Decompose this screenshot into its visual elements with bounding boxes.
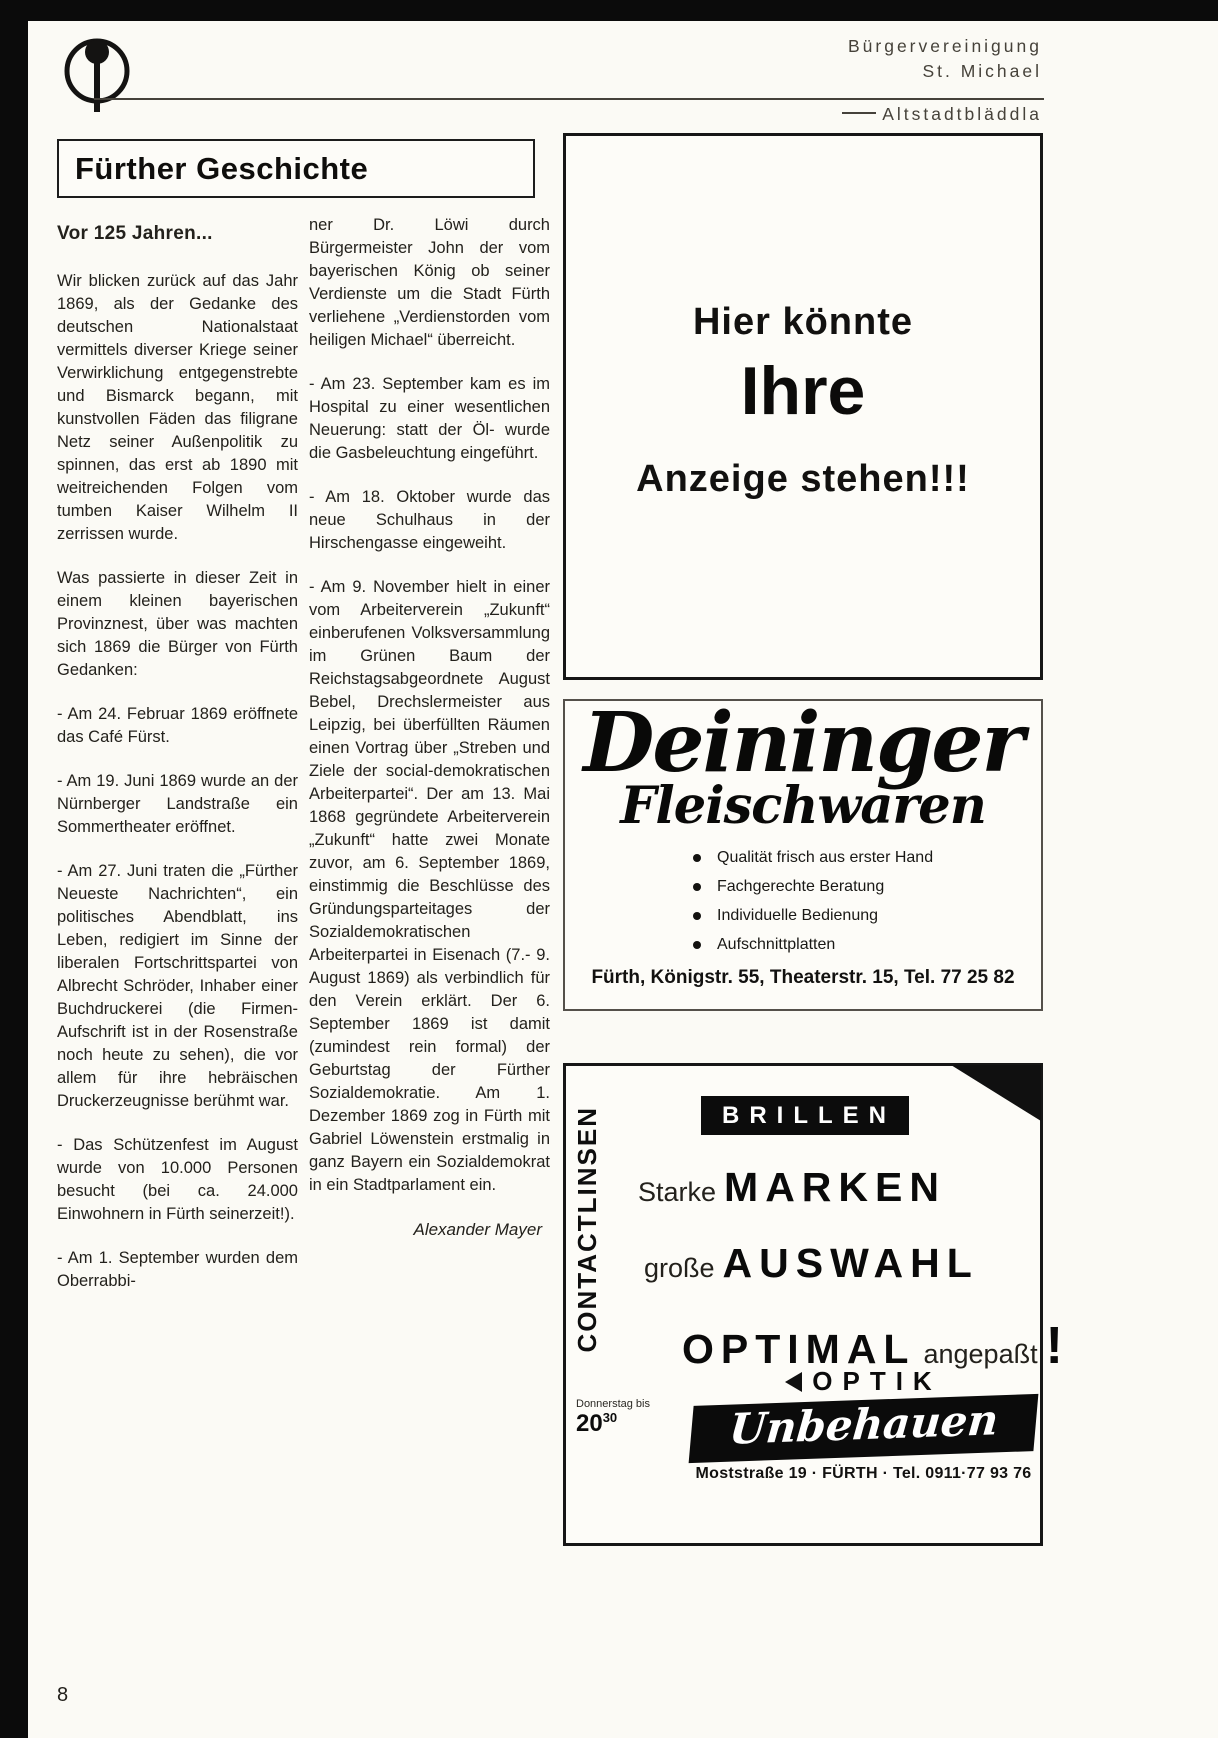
page-number: 8: [57, 1684, 69, 1706]
bullet-label: Aufschnittplatten: [717, 936, 836, 954]
ad-placeholder-line-1: Hier könnte: [692, 301, 914, 343]
hours-time: 20: [576, 1410, 603, 1437]
optik-row-auswahl: [644, 1240, 979, 1287]
article-heading: Vor 125 Jahren...: [57, 223, 213, 244]
article-paragraph: ner Dr. Löwi durch Bürgermeister John der vom bayerischen König ob seiner Verdienste um die Stadt Fürth verliehene „Verdienstorden vom heiligen Michael“ überreicht.: [309, 216, 550, 349]
scan-top-edge-bar: [0, 0, 1218, 21]
org-logo-icon: [56, 26, 138, 118]
masthead-org-name-2: St. Michael: [922, 61, 1042, 81]
article-column-1: [57, 222, 298, 1314]
bullet-icon: [693, 941, 701, 949]
optik-brand-top: [691, 1366, 1036, 1397]
list-item: [693, 931, 1041, 960]
optik-product: AUSWAHL: [722, 1240, 979, 1286]
ad-placeholder-box: [563, 133, 1043, 680]
masthead-publication-name: [842, 104, 1042, 125]
optik-qualifier: große: [644, 1253, 715, 1283]
list-item: [693, 873, 1041, 902]
section-title-box: [57, 139, 535, 198]
optik-row-marken: [638, 1164, 946, 1211]
article-paragraph: - Am 9. November hielt in einer vom Arbeiterverein „Zukunft“ einberufenen Volksversammlung im Grünen Baum der Reichstagsabgeordnete August Bebel, Drechslermeister aus Leipzig, bei überfüllten Räumen einen Vortrag über „Streben und Ziele der social-demokratischen Arbeiterpartei“. Der am 13. Mai 1868 gegründete Arbeiterverein „Zukunft“ hatte zwei Monate zuvor, am 6. September 1869, einstimmig die Beschlüsse des Gründungsparteitages der Sozialdemokratischen Arbeiterpartei in Eisenach (7.- 9. August 1869) als verbindlich für den Verein erklärt. Der 6. September 1869 ist damit (zumindest rein formal) der Geburtstag der Fürther Sozialdemokratie. Am 1. Dezember 1869 zog in Fürth mit Gabriel Löwenstein erstmalig in ganz Bayern ein Sozialdemokrat in ein Stadtparlament ein.: [309, 578, 550, 1194]
deininger-bullet-list: [693, 844, 1041, 960]
optik-qualifier: Starke: [638, 1177, 717, 1207]
bullet-icon: [693, 912, 701, 920]
article-paragraph: - Das Schützenfest im August wurde von 10.000 Personen besucht (bei ca. 24.000 Einwohnern in Fürth seinerzeit!).: [57, 1136, 298, 1223]
list-item: [693, 844, 1041, 873]
optik-brand-name: OPTIK: [812, 1366, 942, 1396]
optik-brillen-banner: BRILLEN: [701, 1096, 909, 1135]
article-paragraph: - Am 1. September wurden dem Oberrabbi-: [57, 1249, 298, 1290]
bullet-label: Fachgerechte Beratung: [717, 878, 885, 896]
list-item: [693, 902, 1041, 931]
article-paragraph: - Am 18. Oktober wurde das neue Schulhaus in der Hirschengasse eingeweiht.: [309, 488, 550, 552]
article-paragraph: - Am 27. Juni traten die „Fürther Neueste Nachrichten“, ein politisches Abendblatt, ins Leben, redigiert im Sinne der liberalen Fortschrittspartei von Albrecht Schröder, Inhaber einer Buchdruckerei (die Firmen-Aufschrift ist in der Rosenstraße noch heute zu sehen), die vor allem für ihre hebräischen Druckerzeugnisse berühmt war.: [57, 862, 298, 1110]
masthead-publication-label: Altstadtbläddla: [882, 104, 1042, 124]
hours-value: [576, 1410, 676, 1438]
optik-product: MARKEN: [724, 1164, 946, 1210]
deininger-logo-text: Deininger: [583, 695, 1023, 791]
article-paragraph: - Am 23. September kam es im Hospital zu einer wesentlichen Neuerung: statt der Öl- wurde die Gasbeleuchtung eingeführt.: [309, 375, 550, 462]
article-column-2: [309, 214, 550, 1241]
unbehauen-script-banner: Unbehauen: [689, 1394, 1039, 1463]
optik-vertical-label: CONTACTLINSEN: [572, 1106, 602, 1353]
optik-product: OPTIMAL: [682, 1326, 916, 1372]
masthead-org-name: Bürgervereinigung: [847, 36, 1042, 56]
optik-suffix: angepaßt: [923, 1339, 1038, 1369]
arrow-left-icon: [785, 1372, 802, 1392]
article-paragraph: Was passierte in dieser Zeit in einem kleinen bayerischen Provinznest, über was machten sich 1869 die Bürger von Fürth Gedanken:: [57, 569, 298, 679]
ad-placeholder-line-2: Ihre: [740, 353, 866, 429]
section-title: Fürther Geschichte: [75, 150, 369, 186]
hours-label: Donnerstag bis: [576, 1398, 650, 1410]
article-paragraph: Wir blicken zurück auf das Jahr 1869, als der Gedanke des deutschen Nationalstaat vermittels diverser Kriege seiner Verwirklichung entgegenstrebte und Bismarck begann, mit kunstvollen Fäden das filigrane Netz seiner Außenpolitik zu spinnen, das erst ab 1890 mit weitreichenden Folgen vom tumben Kaiser Wilhelm II zerrissen wurde.: [57, 272, 298, 543]
bullet-label: Individuelle Bedienung: [717, 907, 879, 925]
article-paragraph: - Am 19. Juni 1869 wurde an der Nürnberger Landstraße ein Sommertheater eröffnet.: [57, 772, 298, 836]
scan-left-edge-bar: [0, 0, 28, 1738]
ad-optik-box: [563, 1063, 1063, 1546]
article-paragraph: - Am 24. Februar 1869 eröffnete das Café Fürst.: [57, 705, 298, 746]
hours-minutes: 30: [602, 1410, 618, 1425]
masthead-dash: [842, 112, 876, 114]
corner-triangle-icon: [951, 1065, 1041, 1121]
optik-brand-block: [691, 1366, 1036, 1483]
optik-address: Moststraße 19 · FÜRTH · Tel. 0911·77 93 76: [695, 1465, 1032, 1483]
optik-opening-hours: [576, 1398, 676, 1438]
header-rule: [94, 98, 1044, 100]
deininger-address: Fürth, Königstr. 55, Theaterstr. 15, Tel. 77 25 82: [591, 966, 1015, 988]
deininger-subtitle-text: Fleischwaren: [620, 775, 986, 836]
bullet-icon: [693, 883, 701, 891]
optik-exclaim: !: [1045, 1317, 1063, 1375]
ad-deininger-box: [563, 695, 1043, 1011]
bullet-icon: [693, 854, 701, 862]
bullet-label: Qualität frisch aus erster Hand: [717, 849, 934, 867]
ad-placeholder-line-3: Anzeige stehen!!!: [636, 458, 970, 500]
article-byline: Alexander Mayer: [413, 1220, 542, 1239]
